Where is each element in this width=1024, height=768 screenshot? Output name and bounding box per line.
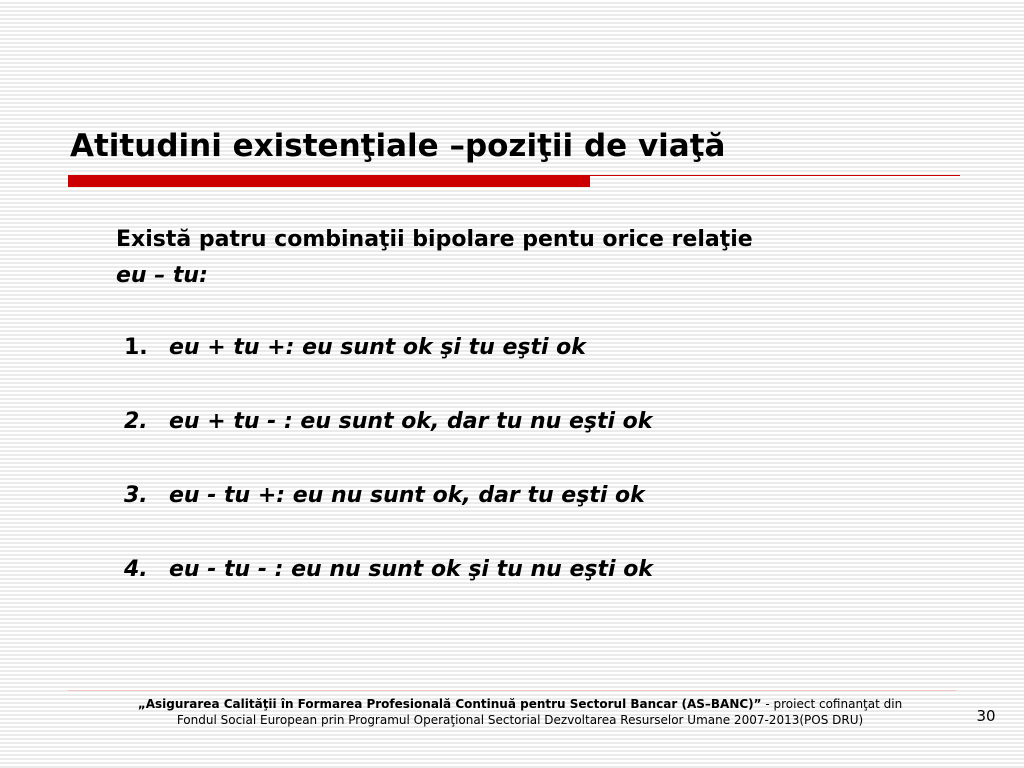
combination-text: eu - tu - : eu nu sunt ok şi tu nu eşti ok xyxy=(169,557,653,582)
footer-line-2: Fondul Social European prin Programul Operaţional Sectorial Dezvoltarea Resurselor Umane 2007-2013(POS DRU) xyxy=(176,713,864,727)
intro-relation-label: eu – tu: xyxy=(116,263,208,288)
combination-list xyxy=(124,330,653,626)
page-number: 30 xyxy=(976,707,996,725)
footer-project-name: „Asigurarea Calităţii în Formarea Profesională Continuă pentru Sectorul Bancar (AS–BANC)” xyxy=(137,697,762,711)
title-underline-red-bar xyxy=(68,175,590,187)
intro-line: Există patru combinaţii bipolare pentu orice relaţie xyxy=(116,227,753,252)
intro-text xyxy=(116,222,976,294)
footer-project-credit xyxy=(100,696,940,728)
footer-project-suffix: - proiect cofinanţat din xyxy=(761,697,903,711)
combination-number: 1. xyxy=(124,335,148,360)
slide-title: Atitudini existenţiale –poziţii de viaţă xyxy=(70,128,726,164)
combination-number: 3. xyxy=(124,483,148,508)
combination-item xyxy=(124,330,653,404)
combination-text: eu - tu +: eu nu sunt ok, dar tu eşti ok xyxy=(169,483,645,508)
combination-text: eu + tu +: eu sunt ok şi tu eşti ok xyxy=(169,335,586,360)
footer-line-1 xyxy=(100,696,940,712)
title-underline-thin-line xyxy=(590,175,960,176)
combination-text: eu + tu - : eu sunt ok, dar tu nu eşti ok xyxy=(169,409,653,434)
combination-item xyxy=(124,478,653,552)
combination-number: 4. xyxy=(124,557,148,582)
combination-number: 2. xyxy=(124,409,148,434)
combination-item xyxy=(124,404,653,478)
footer-divider xyxy=(68,690,956,691)
combination-item xyxy=(124,552,653,626)
